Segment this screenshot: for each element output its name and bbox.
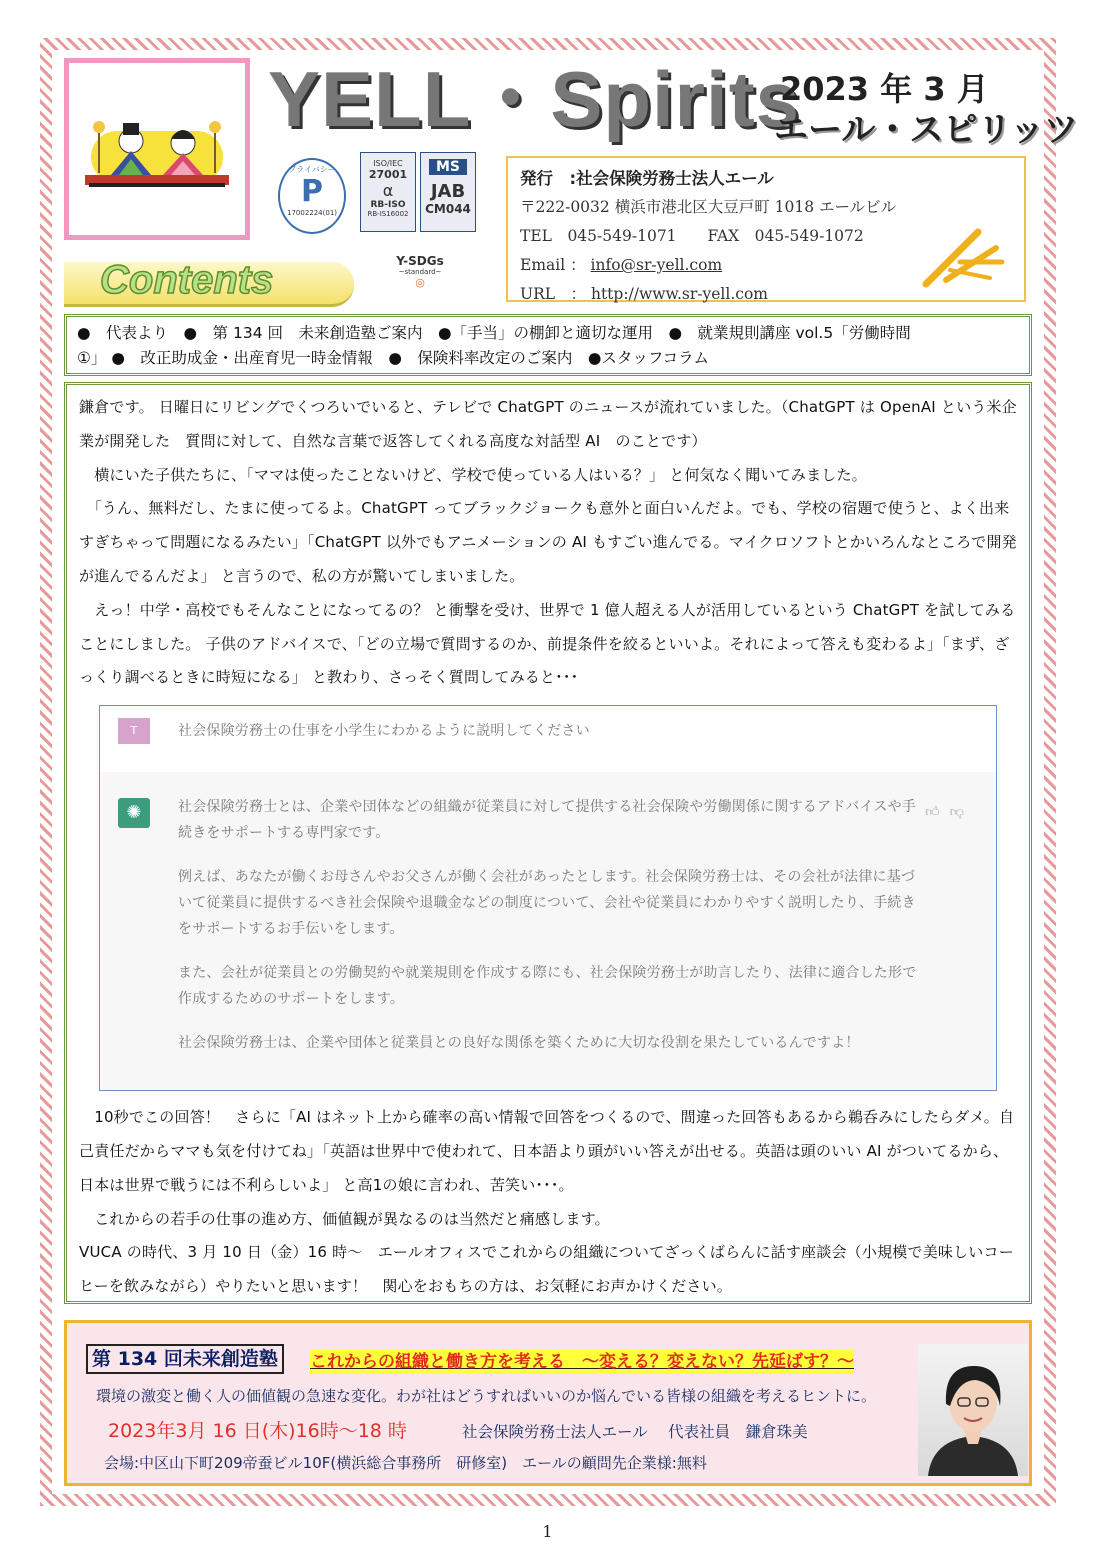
seminar-description: 環境の激変と働く人の価値観の急速な変化。わが社はどうすればいいのか悩んでいる皆様の組織を考えるヒントに。 bbox=[96, 1387, 877, 1405]
speaker-photo bbox=[918, 1344, 1028, 1476]
speaker-portrait-icon bbox=[918, 1344, 1028, 1476]
issue-date: 2023 年 3 月 bbox=[780, 70, 989, 108]
chat-answer-row bbox=[100, 772, 996, 1090]
newsletter-subtitle: エール・スピリッツ bbox=[774, 110, 1078, 150]
hina-doll-illustration bbox=[64, 58, 250, 240]
chat-question: 社会保険労務士の仕事を小学生にわかるように説明してください bbox=[178, 723, 590, 740]
privacy-p-icon: P bbox=[301, 174, 323, 209]
article-paragraph: 10秒でこの回答！ さらに「AI はネット上から確率の高い情報で回答をつくるので、間違った回答もあるから鵜呑みにしたらダメ。自己責任だからママも気を付けてね」「英語は世界中で使われて、日本語より頭がいい答えが出せる。英語は頭のいい AI がついてるから、日本は世界で戦うには不利らしいよ」 と高1の娘に言われ、苦笑い･･･。 bbox=[79, 1108, 1015, 1194]
article-paragraph: 鎌倉です。 日曜日にリビングでくつろいでいると、テレビで ChatGPT のニュースが流れていました。（ChatGPT は OpenAI という米企業が開発した 質問に対して、自然な言葉で返答してくれる高度な対話型 AI のことです） bbox=[79, 398, 1017, 450]
hina-doll-icon bbox=[69, 63, 245, 235]
contents-line: ①」 ● 改正助成金・出産育児一時金情報 ● 保険料率改定のご案内 ●スタッフコラム bbox=[77, 349, 709, 367]
chatgpt-screenshot bbox=[99, 705, 997, 1091]
contents-heading: Contents bbox=[100, 258, 274, 302]
publisher-name: 発行 :社会保険労務士法人エール bbox=[520, 169, 774, 188]
iso-27001-badge: ISO/IEC 27001 α RB-ISO RB-IS16002 bbox=[360, 152, 416, 232]
article-paragraph: えっ！中学・高校でもそんなことになってるの？ と衝撃を受け、世界で 1 億人超える人が活用しているという ChatGPT を試してみることにしました。 子供のアドバイスで、「どの立場で質問するのか、前提条件を絞るといいよ。それによって答えも変わるよ」「まず、ざっくり調べるときに時短になる」 と教わり、さっそく質問してみると･･･ bbox=[79, 600, 1016, 687]
sdgs-wheel-icon: ◎ bbox=[415, 276, 425, 289]
chat-answer: 社会保険労務士とは、企業や団体などの組織が従業員に対して提供する社会保険や労働関係に関するアドバイスや手続きをサポートする専門家です。 例えば、あなたが働くお母さんやお父さんが働く会社があったとします。社会保険労務士は、その会社が法律に基づいて従業員に提供するべき社会保険や退職金などの制度について、会社や従業員にわかりやすく説明したり、手続きをサポートするお手伝いをします。 また、会社が従業員との労働契約や就業規則を作成する際にも、社会保険労務士が助言したり、法律に適合した形で作成するためのサポートをします。 社会保険労務士は、企業や団体と従業員との良好な関係を築くために大切な役割を果たしているんですよ！ bbox=[178, 799, 917, 1052]
chat-question-row bbox=[100, 706, 996, 773]
email-link[interactable]: info@sr-yell.com bbox=[590, 256, 723, 274]
contents-list bbox=[64, 314, 1032, 376]
contents-line: ● 代表より ● 第 134 回 未来創造塾ご案内 ●「手当」の棚卸と適切な運用 ● 就業規則講座 vol.5「労働時間 bbox=[77, 324, 911, 342]
yell-logo-icon bbox=[920, 222, 1006, 292]
user-avatar: T bbox=[118, 718, 150, 744]
phone-fax: TEL 045-549-1071 FAX 045-549-1072 bbox=[520, 227, 864, 245]
thumbs-up-icon[interactable]: 👍︎ bbox=[925, 804, 950, 821]
address: 〒222-0032 横浜市港北区大豆戸町 1018 エールビル bbox=[520, 198, 897, 216]
privacy-mark-badge: プライバシー P 17002224(01) bbox=[278, 158, 346, 234]
y-sdgs-badge: Y-SDGs ~standard~ ◎ bbox=[384, 254, 456, 298]
article-paragraph: 「うん、無料だし、たまに使ってるよ。ChatGPT ってブラックジョークも意外と面白いんだよ。でも、学校の宿題で使うと、よく出来すぎちゃって問題になるみたい」「ChatGPT 以外でもアニメーションの AI もすごい進んでる。マイクロソフトとかいろんなところで開発が進んでるんだよ」 と言うので、私の方が驚いてしまいました。 bbox=[79, 499, 1017, 585]
email-row: Email ： info@sr-yell.com bbox=[520, 256, 723, 274]
jab-badge: MS JAB CM044 bbox=[420, 152, 476, 232]
seminar-organizer: 社会保険労務士法人エール 代表社員 鎌倉珠美 bbox=[462, 1423, 808, 1441]
representative-message bbox=[64, 382, 1032, 1304]
website-link[interactable]: http://www.sr-yell.com bbox=[590, 285, 768, 303]
thumbs-down-icon[interactable]: 👎︎ bbox=[949, 804, 974, 821]
article-paragraph: 横にいた子供たちに、「ママは使ったことないけど、学校で使っている人はいる？」 と何気なく聞いてみました。 bbox=[79, 465, 867, 484]
page-number: 1 bbox=[542, 1522, 553, 1541]
chatgpt-logo-icon: ✺ bbox=[118, 798, 150, 828]
seminar-datetime: 2023年3月 16 日(木)16時～18 時 bbox=[108, 1420, 407, 1442]
seminar-venue: 会場:中区山下町209帝蚕ビル10F(横浜総合事務所 研修室) エールの顧問先企業様:無料 bbox=[104, 1454, 707, 1472]
seminar-title: 第 134 回未来創造塾 bbox=[86, 1344, 284, 1374]
feedback-buttons bbox=[925, 796, 974, 830]
article-paragraph: これからの若手の仕事の進め方、価値観が異なるのは当然だと痛感します。 bbox=[79, 1209, 610, 1228]
article-paragraph: VUCA の時代、3 月 10 日（金）16 時～ エールオフィスでこれからの組織についてざっくばらんに話す座談会（小規模で美味しいコーヒーを飲みながら）やりたいと思います！ 関心をおもちの方は、お気軽にお声かけください。 bbox=[79, 1243, 1014, 1296]
seminar-theme: これからの組織と働き方を考える ～変える？変えない？先延ばす？～ bbox=[310, 1352, 854, 1372]
alpha-icon: α bbox=[382, 181, 394, 200]
newsletter-title: YELL・Spirits bbox=[268, 55, 801, 143]
url-row: URL ： http://www.sr-yell.com bbox=[520, 285, 768, 303]
